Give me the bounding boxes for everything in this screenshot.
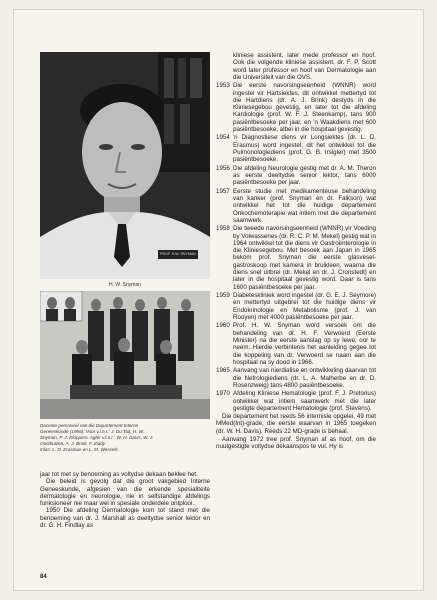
entry-year: 1958 [216, 225, 230, 233]
paragraph: 1950 Die afdeling Dermatologie kom tot stand met die benoeming van dr. J. Marshall as deeltydse senior lektor en dr. G. H. Findlay as [40, 507, 210, 530]
intro-paragraph: kliniese assistent, later mede professor en hoof. Ook die volgende kliniese assistent, dr. F. P. Scott word later professor en hoof van Dermatologie aan die Universiteit van die OVS. [233, 52, 376, 81]
entry-year: 1953 [216, 82, 230, 90]
timeline-entry [216, 82, 376, 133]
entry-year: 1959 [216, 292, 230, 300]
group-photo-caption [40, 423, 210, 453]
timeline-entry [216, 134, 376, 163]
paragraph: Die beleid is gevolg dat die groot vakgebied Interne Geneeskunde, afgesien van die erkende spesialiteite dermatologie en neurologie, nie in selfstandige afdelings funksioneer nie maar wel in spesiale onderdele ontplooi. [40, 478, 210, 508]
timeline-entry [216, 188, 376, 224]
timeline-entry [216, 292, 376, 321]
entry-text: 'n Diagnostiese diens vir Longsiektes (dr. L. D. Erasmus) word ingestel; dit het ontwikkel tot die Pulmonologiediens (prof. G. B. Irsigler) met 3500 pasiëntbesoeke. [233, 134, 376, 164]
entry-year: 1970 [216, 390, 230, 398]
right-column-text [216, 52, 376, 451]
entry-text: Die tweede navorsingseenheid (WNNR) vir Voeding by Volwassenes (dr. R. C. P. M. Mekel) gestig wat in 1964 ontwikkel tot die diens vir Gastroënterologie in die Kliniesegebou. Met besoek aan Japan in 1965 bekom prof. Snyman die eerste glasvesel-gastroskoop met kamera in bruikleen, waarna die diens snel uitbrei (dr. Mekel en dr. J. Cronstedt) en later in die hospitaal gevestig word. Daar is tans 1600 pasiëntbesoeke per jaar. [233, 225, 376, 291]
group-photo [40, 291, 210, 419]
left-column-text [40, 471, 210, 529]
entry-year: 1956 [216, 164, 230, 172]
entry-text: Afdeling Kliniese Hematologie (prof. F. J. Pretorius) ontwikkel wat intiem saamwerk met die later gestigte departement Hematologie (prof. Stevens). [233, 390, 376, 412]
timeline-entry [216, 322, 376, 366]
entry-text: Prof. H. W. Snyman word versoek om die behandeling van dr. H. F. Verwoerd (Eerste Minister) na die eerste aanslag op sy lewe, oor te neem. Hierdie verbintenis het aanleiding gegee tot die koppeling van dr. Verwoerd se naam aan die hospitaal na sy dood in 1966. [233, 322, 376, 366]
paragraph: Aanvang 1972 tree prof. Snyman af as hoof, om die nuutgestigte voltydse dekaanspos te vul. Hy is [216, 435, 376, 451]
name-plate: PROF. H.W. SNYMAN [160, 252, 196, 256]
entry-year: 1960 [216, 322, 230, 330]
timeline-entry [216, 390, 376, 412]
entry-year: 1965 [216, 367, 230, 375]
timeline-entry [216, 367, 376, 389]
portrait-caption: H. W. Snyman [109, 282, 141, 288]
entry-text: Aanvang van nierdialise en ontwikkeling daarvan tot die Nefrologiediens (dr. L. A. Malherbe en dr. D. Rosenzweig) tans 4800 pasiëntbesoeke. [233, 367, 376, 389]
caption-line: Geneeskunde (1956): Voor v.l.n.r.: J. Du Toit, H. W. [40, 429, 145, 434]
caption-line: Dosente personeel van die Departement Interne [40, 423, 139, 428]
paragraph: Die departement het reeds 56 internisle opgelei, 49 met MMed(Int)-grade, die eerste waarvan in 1965 toegeken (dr. W. H. Davis). Reeds 22 MD-grade is behaal. [216, 413, 376, 435]
timeline-entry [216, 225, 376, 291]
entry-text: Die eerste navorsingseenheid (WNNR) word ingestel vir Hartsiektes, dit ontwikkel mettertyd tot die Hartdiens (dr. A. J. Brink) destyds in die Kliniesegebou gevestig, en later tot die afdeling Kardiologie (prof. W. F. J. Steenkamp), tans 900 pasiëntbesoeke per jaar, en 'n Waakdiens met 600 pasiëntbesoeke, albei in die hospitaal gevestig. [233, 82, 376, 134]
entry-text: Die afdeling Neurologie gestig met dr. A. M. Theron as eerste deeltydse senior lektor, tans 6000 pasiëntbesoeke per jaar. [233, 164, 376, 187]
entry-year: 1954 [216, 134, 230, 142]
entry-text: Eerste studie met medikamenteuse behandeling van kanker (prof. Snyman en dr. Falkson) wat ontwikkel het tot die huidige departement Onkochemoterapie wat intiem met die departement saamwerk. [233, 187, 376, 224]
entry-text: Diabeteskliniek word ingestel (dr. G. E. J. Seymore) en mettertyd uitgebrei tot die huidige diens vir Endokrinologie en Metabolisme (prof. J. van Rooyen) met 4000 pasiëntbesoeke per jaar. [233, 292, 376, 321]
paragraph: jaar tot met sy benoeming as voltydse dekaan beklee het. [40, 471, 198, 478]
caption-line: Oosthuizen, A. J. Brink, F. Ziady. [40, 441, 107, 446]
timeline-entry [216, 165, 376, 187]
page-number: 84 [40, 574, 47, 580]
portrait-photo [40, 52, 210, 279]
caption-line: Inlas: L. D. Erasmus en L. M. Wessels [40, 447, 118, 452]
caption-line: Snyman, P. J. Kloppers. Agter v.l.n.r.: W. H. Davis, W. J. [40, 435, 154, 440]
entry-year: 1957 [216, 187, 230, 195]
